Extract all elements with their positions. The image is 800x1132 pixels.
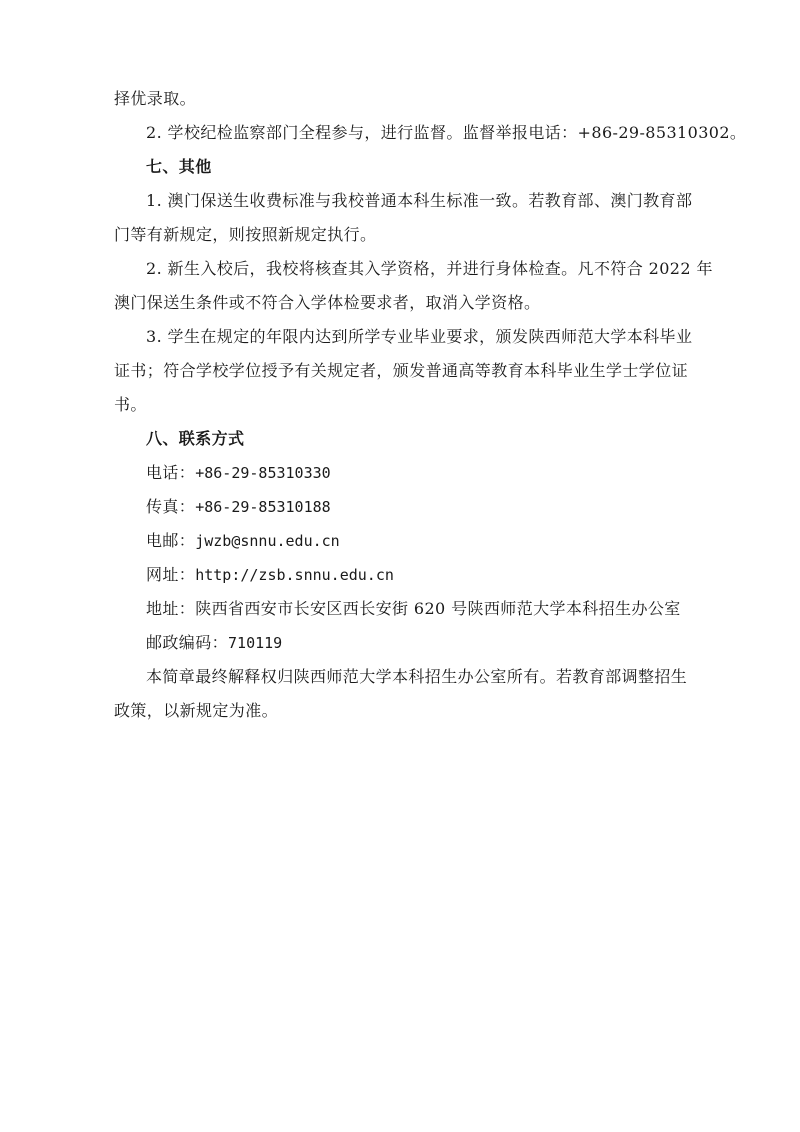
contact-postcode-value: 710119 (228, 634, 283, 652)
final-statement-line-2: 政策，以新规定为准。 (114, 701, 279, 720)
contact-postcode (146, 633, 726, 653)
other-item-2-line-1: 2. 新生入校后，我校将核查其入学资格，并进行身体检查。凡不符合 2022 年 (146, 259, 713, 278)
other-item-3-line-1: 3. 学生在规定的年限内达到所学专业毕业要求，颁发陕西师范大学本科毕业 (146, 327, 693, 346)
contact-phone-value: +86-29-85310330 (195, 464, 331, 482)
paragraph-continuation: 择优录取。 (114, 89, 197, 108)
other-item-1-line-1: 1. 澳门保送生收费标准与我校普通本科生标准一致。若教育部、澳门教育部 (146, 191, 693, 210)
contact-web-label: 网址： (146, 565, 196, 584)
contact-fax-label: 传真： (146, 497, 196, 516)
contact-web (146, 565, 726, 585)
final-statement-line-1: 本简章最终解释权归陕西师范大学本科招生办公室所有。若教育部调整招生 (146, 667, 688, 686)
contact-phone (146, 463, 726, 483)
section-heading-contact: 八、联系方式 (146, 429, 245, 448)
contact-web-value: http://zsb.snnu.edu.cn (195, 566, 394, 584)
contact-email-value: jwzb@snnu.edu.cn (195, 532, 340, 550)
contact-address: 地址：陕西省西安市长安区西长安街 620 号陕西师范大学本科招生办公室 (146, 599, 681, 618)
contact-postcode-label: 邮政编码： (146, 633, 229, 652)
section-heading-other: 七、其他 (146, 157, 212, 176)
contact-phone-label: 电话： (146, 463, 196, 482)
supervision-paragraph: 2. 学校纪检监察部门全程参与，进行监督。监督举报电话：+86-29-85310302。 (146, 123, 747, 142)
other-item-1-line-2: 门等有新规定，则按照新规定执行。 (114, 225, 377, 244)
contact-fax (146, 497, 726, 517)
contact-fax-value: +86-29-85310188 (195, 498, 331, 516)
contact-email-label: 电邮： (146, 531, 196, 550)
other-item-2-line-2: 澳门保送生条件或不符合入学体检要求者，取消入学资格。 (114, 293, 541, 312)
other-item-3-line-2: 证书；符合学校学位授予有关规定者，颁发普通高等教育本科毕业生学士学位证 (114, 361, 689, 380)
other-item-3-line-3: 书。 (114, 395, 147, 414)
contact-email (146, 531, 726, 551)
